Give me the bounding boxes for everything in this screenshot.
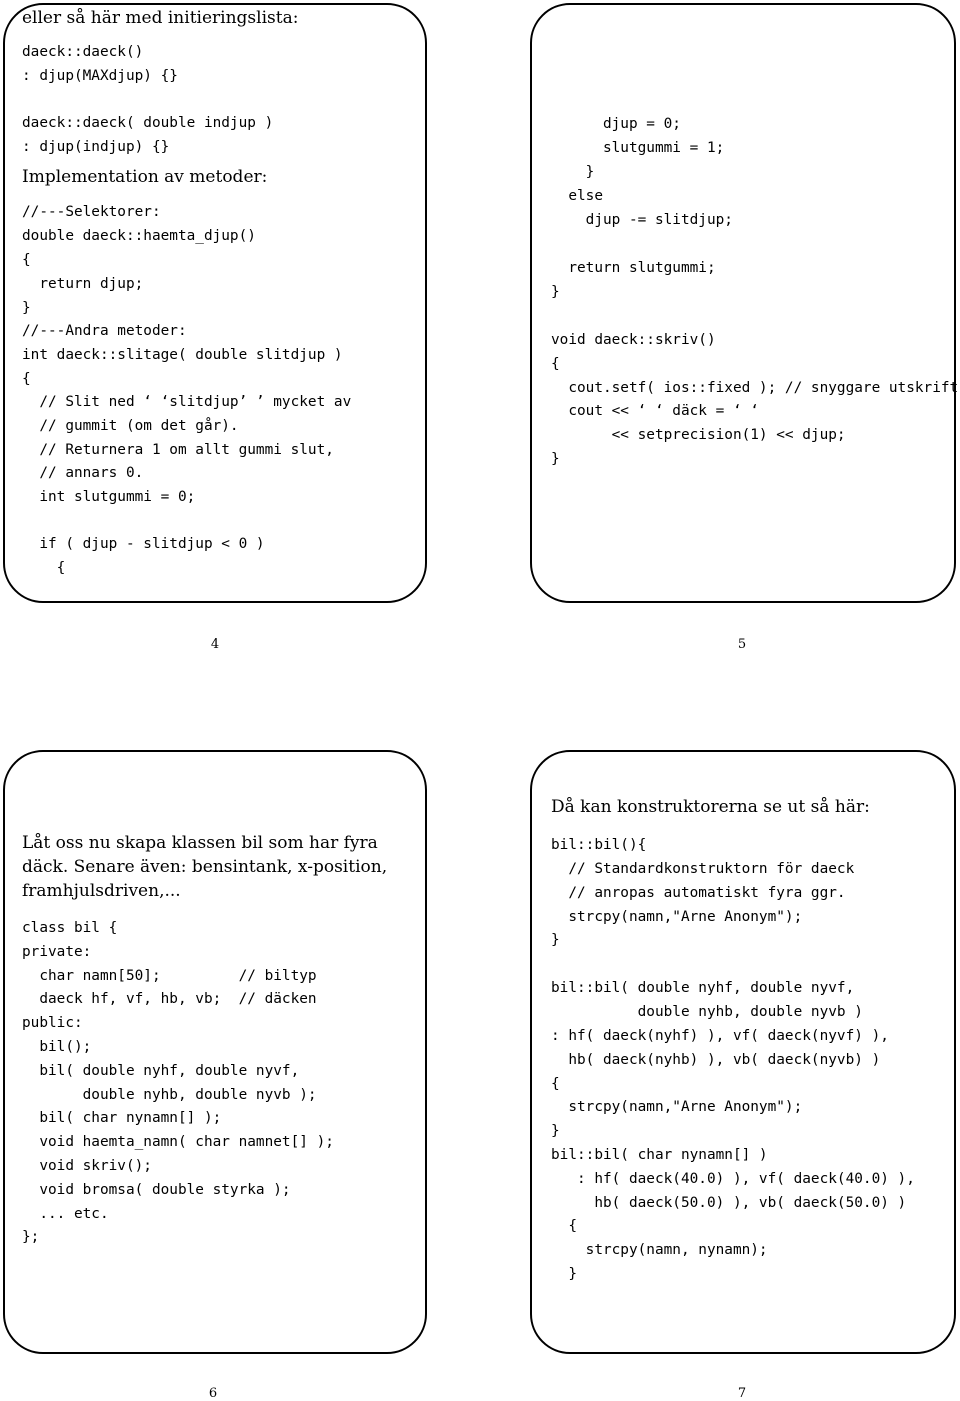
prose-line: däck. Senare även: bensintank, x-position, [22,857,388,877]
code-line: { [551,356,560,372]
code-line: { [551,1076,560,1092]
code-line: char namn[50]; // biltyp [22,968,317,984]
code-line: slutgummi = 1; [551,140,725,156]
code-line: void daeck::skriv() [551,332,716,348]
page-number: 7 [737,1386,747,1401]
code-line: strcpy(namn,"Arne Anonym"); [551,909,803,925]
code-line: strcpy(namn, nynamn); [551,1242,768,1258]
prose-line: Då kan konstruktorerna se ut så här: [551,797,870,817]
page-number: 5 [737,637,747,652]
code-line: hb( daeck(50.0) ), vb( daeck(50.0) ) [551,1195,907,1211]
code-line: // gummit (om det går). [22,418,239,434]
prose-line: eller så här med initieringslista: [22,8,299,28]
slide-page-4 [3,3,427,603]
code-line: // Standardkonstruktorn för daeck [551,861,855,877]
prose-line: framhjulsdriven,... [22,881,181,901]
prose-line: Implementation av metoder: [22,167,268,187]
code-line: bil( char nynamn[] ); [22,1110,222,1126]
page-number: 4 [210,637,220,652]
code-line: djup = 0; [551,116,681,132]
code-line: return slutgummi; [551,260,716,276]
code-line: bil::bil( char nynamn[] ) [551,1147,768,1163]
code-line: bil( double nyhf, double nyvf, [22,1063,300,1079]
code-line: { [22,371,31,387]
code-line: : djup(indjup) {} [22,139,170,155]
code-line: // annars 0. [22,465,144,481]
code-line: ... etc. [22,1206,109,1222]
code-line: << setprecision(1) << djup; [551,427,846,443]
code-line: { [22,560,66,576]
code-line: djup -= slitdjup; [551,212,733,228]
code-line: daeck::daeck( double indjup ) [22,115,274,131]
code-line: daeck::daeck() [22,44,144,60]
prose-line: Låt oss nu skapa klassen bil som har fyra [22,833,378,853]
code-line: } [551,932,560,948]
code-line: double daeck::haemta_djup() [22,228,256,244]
code-line: strcpy(namn,"Arne Anonym"); [551,1099,803,1115]
code-line: double nyhb, double nyvb ) [551,1004,863,1020]
code-line: bil(); [22,1039,92,1055]
code-line: else [551,188,603,204]
code-line: { [22,252,31,268]
code-line: } [22,300,31,316]
code-line: int daeck::slitage( double slitdjup ) [22,347,343,363]
code-line: double nyhb, double nyvb ); [22,1087,317,1103]
code-line: : djup(MAXdjup) {} [22,68,178,84]
code-line: private: [22,944,92,960]
code-line: void haemta_namn( char namnet[] ); [22,1134,334,1150]
code-line: // anropas automatiskt fyra ggr. [551,885,846,901]
code-line: : hf( daeck(40.0) ), vf( daeck(40.0) ), [551,1171,915,1187]
slide-page-5 [530,3,959,603]
code-line: return djup; [22,276,144,292]
code-line: }; [22,1229,40,1245]
code-line: // Slit ned ‘ ‘slitdjup’ ’ mycket av [22,394,352,410]
code-line: } [551,1266,577,1282]
code-line: public: [22,1015,83,1031]
code-line: int slutgummi = 0; [22,489,196,505]
code-line: daeck hf, vf, hb, vb; // däcken [22,991,317,1007]
code-line: if ( djup - slitdjup < 0 ) [22,536,265,552]
code-line: cout << ‘ ‘ däck = ‘ ‘ [551,403,759,419]
code-line: cout.setf( ios::fixed ); // snyggare utskrift [551,380,959,396]
code-line: } [551,284,560,300]
code-line: void bromsa( double styrka ); [22,1182,291,1198]
code-line: bil::bil(){ [551,837,647,853]
code-line: } [551,164,595,180]
code-line: } [551,1123,560,1139]
code-line: //---Andra metoder: [22,323,187,339]
code-line: void skriv(); [22,1158,152,1174]
code-line: class bil { [22,920,118,936]
page-number: 6 [208,1386,218,1401]
code-line: //---Selektorer: [22,204,161,220]
code-line: // Returnera 1 om allt gummi slut, [22,442,334,458]
code-line: } [551,451,560,467]
code-line: { [551,1218,577,1234]
code-line: bil::bil( double nyhf, double nyvf, [551,980,855,996]
code-line: hb( daeck(nyhb) ), vb( daeck(nyvb) ) [551,1052,881,1068]
code-line: : hf( daeck(nyhf) ), vf( daeck(nyvf) ), [551,1028,889,1044]
